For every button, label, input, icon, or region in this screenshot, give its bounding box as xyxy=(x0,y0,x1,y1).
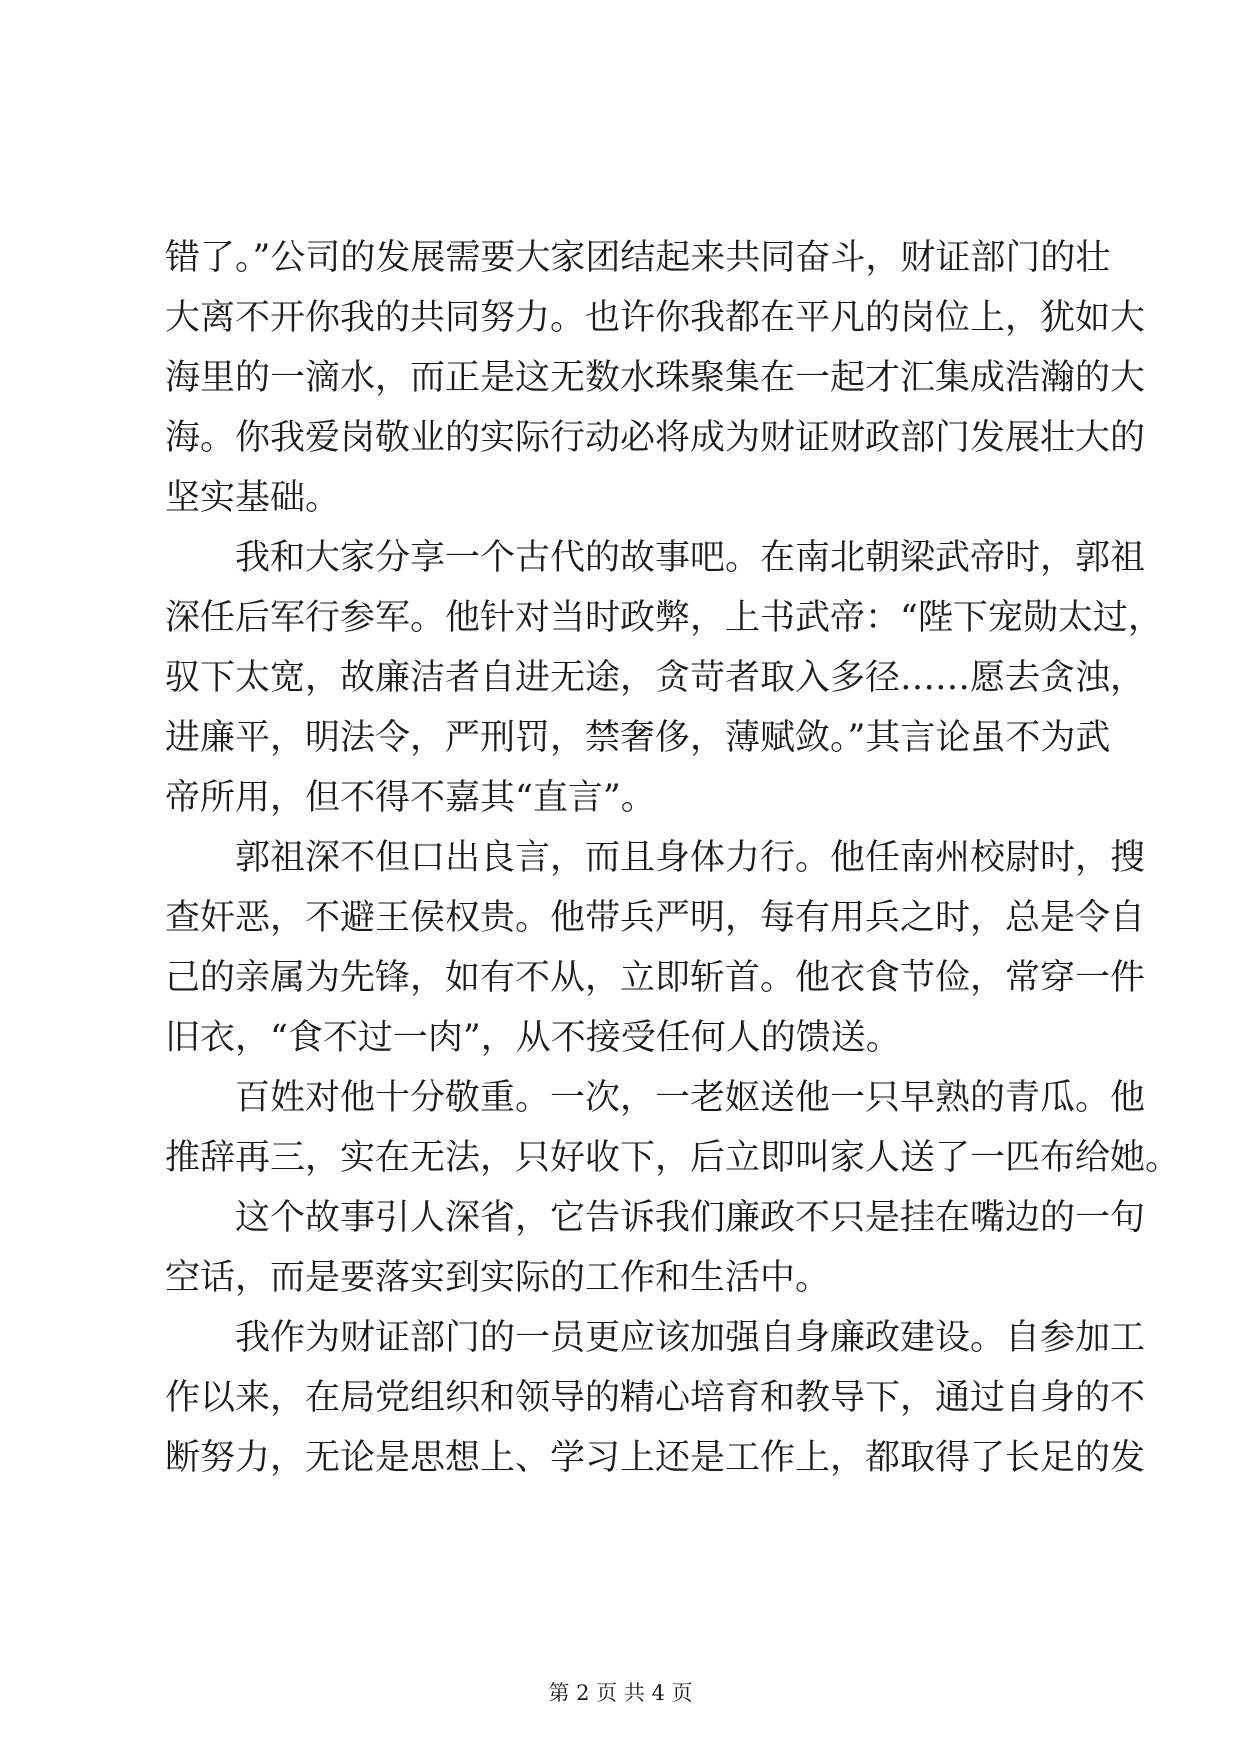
text-line: 驭下太宽，故廉洁者自进无途，贪苛者取入多径……愿去贪浊， xyxy=(165,658,1146,698)
paragraph-first-line: 郭祖深不但口出良言，而且身体力行。他任南州校尉时，搜 xyxy=(235,838,1146,878)
paragraph-first-line: 这个故事引人深省，它告诉我们廉政不只是挂在嘴边的一句 xyxy=(235,1198,1146,1238)
text-line: 深任后军行参军。他针对当时政弊，上书武帝：“陛下宠勋太过， xyxy=(165,598,1163,638)
text-line: 错了。”公司的发展需要大家团结起来共同奋斗，财证部门的壮 xyxy=(165,238,1111,278)
text-line: 帝所用，但不得不嘉其“直言”。 xyxy=(165,778,656,818)
text-line: 进廉平，明法令，严刑罚，禁奢侈，薄赋敛。”其言论虽不为武 xyxy=(165,718,1111,758)
text-line: 作以来，在局党组织和领导的精心培育和教导下，通过自身的不 xyxy=(165,1378,1146,1418)
paragraph-first-line: 我和大家分享一个古代的故事吧。在南北朝梁武帝时，郭祖 xyxy=(235,538,1146,578)
text-line: 大离不开你我的共同努力。也许你我都在平凡的岗位上，犹如大 xyxy=(165,298,1146,338)
text-line: 海。你我爱岗敬业的实际行动必将成为财证财政部门发展壮大的 xyxy=(165,418,1146,458)
paragraph-first-line: 我作为财证部门的一员更应该加强自身廉政建设。自参加工 xyxy=(235,1318,1146,1358)
text-line: 推辞再三，实在无法，只好收下，后立即叫家人送了一匹布给她。 xyxy=(165,1138,1181,1178)
text-line: 海里的一滴水，而正是这无数水珠聚集在一起才汇集成浩瀚的大 xyxy=(165,358,1146,398)
text-line: 断努力，无论是思想上、学习上还是工作上，都取得了长足的发 xyxy=(165,1438,1146,1478)
text-line: 己的亲属为先锋，如有不从，立即斩首。他衣食节俭，常穿一件 xyxy=(165,958,1146,998)
text-line: 查奸恶，不避王侯权贵。他带兵严明，每有用兵之时，总是令自 xyxy=(165,898,1146,938)
text-line: 坚实基础。 xyxy=(165,478,341,518)
text-line: 旧衣，“食不过一肉”，从不接受任何人的馈送。 xyxy=(165,1018,901,1058)
page-number-footer: 第 2 页 共 4 页 xyxy=(548,1681,693,1705)
paragraph-first-line: 百姓对他十分敬重。一次，一老妪送他一只早熟的青瓜。他 xyxy=(235,1078,1146,1118)
text-line: 空话，而是要落实到实际的工作和生活中。 xyxy=(165,1258,831,1298)
